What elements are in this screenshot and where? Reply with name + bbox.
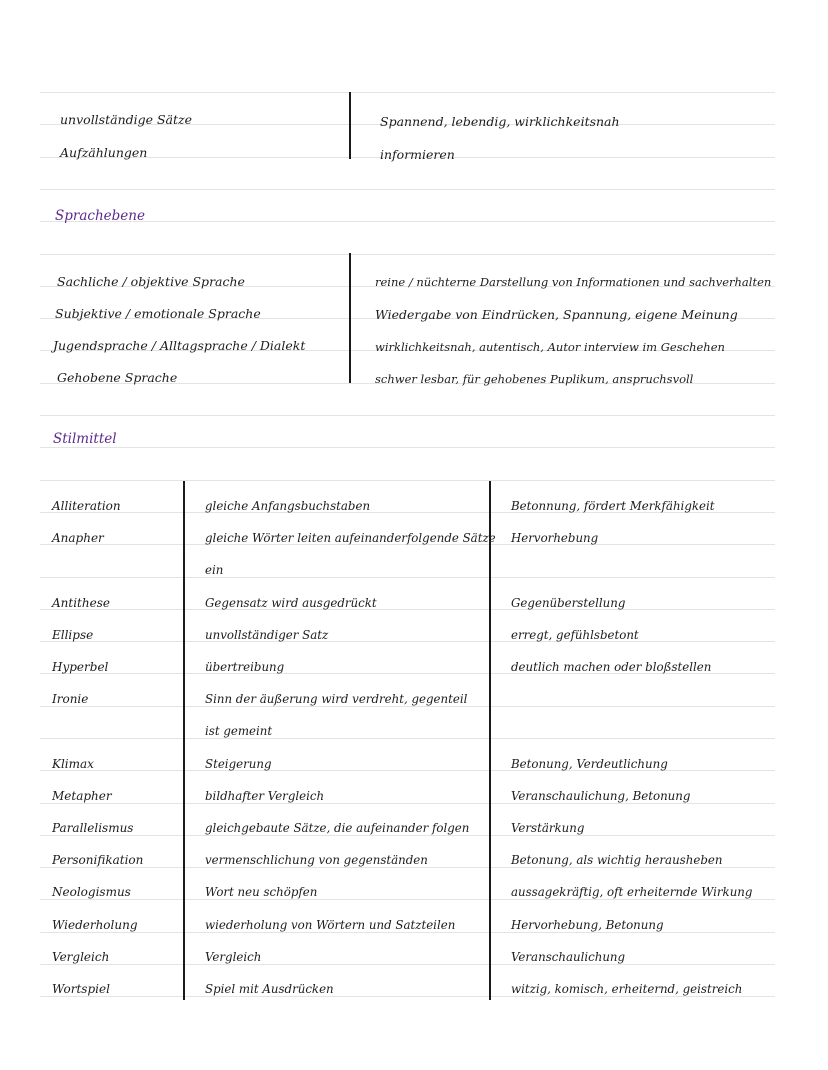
stilmittel-divider-2 [489, 481, 491, 1000]
sprachebene-row2-right: Wiedergabe von Eindrücken, Spannung, eigene Meinung [375, 307, 738, 322]
stilmittel-term: Vergleich [52, 950, 110, 964]
stilmittel-term: Ironie [52, 692, 89, 706]
sprachebene-row3-right: wirklichkeitsnah, autentisch, Autor interview im Geschehen [375, 340, 725, 354]
stilmittel-term: Anapher [52, 531, 104, 545]
stilmittel-definition: ein [205, 563, 224, 577]
stilmittel-effect: Verstärkung [511, 821, 585, 835]
stilmittel-definition: Spiel mit Ausdrücken [205, 982, 334, 996]
ruled-line [40, 189, 775, 190]
stilmittel-definition: wiederholung von Wörtern und Satzteilen [205, 918, 456, 932]
stilmittel-term: Hyperbel [52, 660, 109, 674]
stilmittel-definition: Gegensatz wird ausgedrückt [205, 596, 377, 610]
stilmittel-effect: aussagekräftig, oft erheiternde Wirkung [511, 885, 753, 899]
stilmittel-definition: übertreibung [205, 660, 285, 674]
stilmittel-effect: witzig, komisch, erheiternd, geistreich [511, 982, 743, 996]
section1-row2-left: Aufzählungen [60, 145, 148, 160]
stilmittel-definition: unvollständiger Satz [205, 628, 329, 642]
stilmittel-effect: deutlich machen oder bloßstellen [511, 660, 712, 674]
stilmittel-effect: erregt, gefühlsbetont [511, 628, 639, 642]
sprachebene-divider [349, 253, 351, 383]
stilmittel-effect: Betonung, Verdeutlichung [511, 757, 668, 771]
ruled-line [40, 480, 775, 481]
stilmittel-term: Alliteration [52, 499, 121, 513]
ruled-line [40, 92, 775, 93]
stilmittel-divider-1 [183, 481, 185, 1000]
stilmittel-definition: gleiche Wörter leiten aufeinanderfolgende Sätze [205, 531, 496, 545]
stilmittel-definition: vermenschlichung von gegenständen [205, 853, 428, 867]
stilmittel-effect: Betonung, als wichtig herausheben [511, 853, 723, 867]
stilmittel-term: Parallelismus [52, 821, 134, 835]
ruled-line [40, 415, 775, 416]
ruled-line [40, 738, 775, 739]
stilmittel-term: Personifikation [52, 853, 144, 867]
stilmittel-term: Neologismus [52, 885, 131, 899]
stilmittel-definition: Wort neu schöpfen [205, 885, 318, 899]
stilmittel-term: Antithese [52, 596, 110, 610]
ruled-line [40, 641, 775, 642]
sprachebene-row1-right: reine / nüchterne Darstellung von Informationen und sachverhalten [375, 275, 772, 289]
heading-sprachebene: Sprachebene [55, 208, 145, 224]
ruled-line [40, 609, 775, 610]
sprachebene-row3-left: Jugendsprache / Alltagsprache / Dialekt [53, 338, 306, 353]
section1-divider [349, 92, 351, 159]
ruled-line [40, 254, 775, 255]
stilmittel-effect: Gegenüberstellung [511, 596, 626, 610]
section1-row1-left: unvollständige Sätze [60, 112, 193, 127]
section1-row1-right: Spannend, lebendig, wirklichkeitsnah [380, 114, 620, 129]
stilmittel-definition: bildhafter Vergleich [205, 789, 325, 803]
stilmittel-definition: Steigerung [205, 757, 272, 771]
ruled-line [40, 447, 775, 448]
sprachebene-row1-left: Sachliche / objektive Sprache [57, 274, 245, 289]
stilmittel-definition: gleiche Anfangsbuchstaben [205, 499, 371, 513]
stilmittel-term: Klimax [52, 757, 94, 771]
stilmittel-effect: Betonnung, fördert Merkfähigkeit [511, 499, 715, 513]
stilmittel-definition: ist gemeint [205, 724, 273, 738]
section1-row2-right: informieren [380, 147, 455, 162]
stilmittel-definition: Vergleich [205, 950, 262, 964]
sprachebene-row4-right: schwer lesbar, für gehobenes Puplikum, anspruchsvoll [375, 372, 694, 386]
stilmittel-term: Wortspiel [52, 982, 110, 996]
ruled-line [40, 221, 775, 222]
sprachebene-row4-left: Gehobene Sprache [57, 370, 178, 385]
sprachebene-row2-left: Subjektive / emotionale Sprache [55, 306, 261, 321]
ruled-line [40, 577, 775, 578]
stilmittel-term: Wiederholung [52, 918, 138, 932]
stilmittel-effect: Veranschaulichung, Betonung [511, 789, 691, 803]
stilmittel-effect: Hervorhebung, Betonung [511, 918, 664, 932]
heading-stilmittel: Stilmittel [53, 431, 117, 447]
stilmittel-term: Ellipse [52, 628, 94, 642]
stilmittel-definition: Sinn der äußerung wird verdreht, gegenteil [205, 692, 468, 706]
stilmittel-definition: gleichgebaute Sätze, die aufeinander folgen [205, 821, 470, 835]
stilmittel-effect: Veranschaulichung [511, 950, 626, 964]
stilmittel-effect: Hervorhebung [511, 531, 599, 545]
stilmittel-term: Metapher [52, 789, 112, 803]
ruled-line [40, 964, 775, 965]
